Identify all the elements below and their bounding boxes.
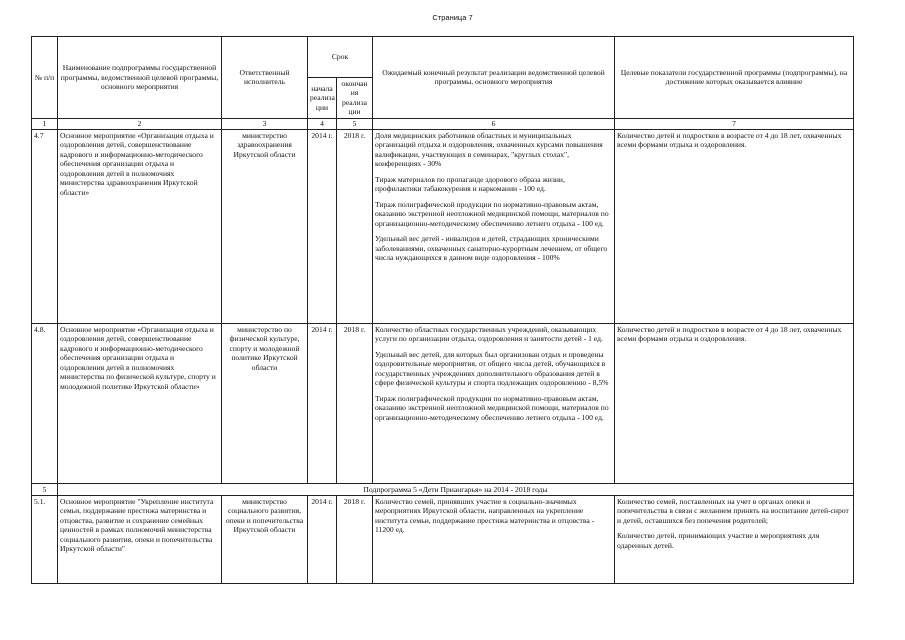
row-results bbox=[373, 129, 615, 323]
row-start: 2014 г. bbox=[308, 129, 337, 323]
row-indicators bbox=[615, 495, 854, 583]
header-num: № п/п bbox=[32, 37, 58, 119]
row-executor: министерство социального развития, опеки и попечительства Иркутской области bbox=[222, 495, 308, 583]
row-end: 2018 г. bbox=[337, 495, 373, 583]
row-results bbox=[373, 495, 615, 583]
table-row bbox=[32, 129, 854, 323]
program-table bbox=[31, 36, 854, 584]
row-indicators bbox=[615, 129, 854, 323]
row-end: 2018 г. bbox=[337, 323, 373, 483]
row-num: 4.7 bbox=[32, 129, 58, 323]
table-row bbox=[32, 323, 854, 483]
row-num: 5.1. bbox=[32, 495, 58, 583]
header-result: Ожидаемый конечный результат реализации ведомственной целевой программы, основного мероприятия bbox=[373, 37, 615, 119]
row-name: Основное мероприятие «Организация отдыха и оздоровления детей, совершенствование кадрового и информационно-методического обеспечения организации отдыха и оздоровления детей в полномочиях министерства по физической культуре, спорту и молодежной политике Иркутской области» bbox=[58, 323, 222, 483]
column-number-row bbox=[32, 118, 854, 129]
header-name: Наименование подпрограммы государственной программы, ведомственной целевой программы, основного мероприятия bbox=[58, 37, 222, 119]
col-number: 7 bbox=[615, 118, 854, 129]
subprogram-num: 5 bbox=[32, 483, 58, 495]
row-start: 2014 г. bbox=[308, 495, 337, 583]
header-indicators: Целевые показатели государственной программы (подпрограммы), на достижение которых оказывается влияние bbox=[615, 37, 854, 119]
row-results bbox=[373, 323, 615, 483]
indicator-item: Количество детей, принимающих участие в мероприятиях для одаренных детей. bbox=[617, 531, 820, 550]
indicator-item: Количество детей и подростков в возрасте от 4 до 18 лет, охваченных всеми формами отдыха и оздоровления. bbox=[617, 324, 842, 344]
header-term: Срок bbox=[308, 37, 373, 78]
result-item: Удельный вес детей, для которых был организован отдых и проведены оздоровительные мероприятия, от общего числа детей, обучающихся в государственных учреждениях дополнительного образования детей в сфере физической культуры и спорта подлежащих оздоровлению - 8,5% bbox=[375, 349, 609, 388]
indicator-item: Количество детей и подростков в возрасте от 4 до 18 лет, охваченных всеми формами отдыха и оздоровления. bbox=[617, 130, 842, 150]
header-row-1 bbox=[32, 37, 854, 78]
row-num: 4.8. bbox=[32, 323, 58, 483]
col-number: 1 bbox=[32, 118, 58, 129]
header-start: начала реализа ции bbox=[308, 78, 337, 119]
result-item: Тираж материалов по пропаганде здорового образа жизни, профилактики табакокурения и наркомании - 100 ед. bbox=[375, 174, 565, 194]
row-name: Основное мероприятие "Укрепление института семьи, поддержание престижа материнства и отцовства, развитие и сохранение семейных ценностей в рамках полномочий министерства социального развития, опеки и попечительства Иркутской области" bbox=[58, 495, 222, 583]
row-name: Основное мероприятие «Организация отдыха и оздоровления детей, совершенствование кадрового и информационно-методического обеспечения организации отдыха и оздоровления детей в полномочиях министерства здравоохранения Иркутской области» bbox=[58, 129, 222, 323]
header-end: окончан ия реализа ции bbox=[337, 78, 373, 119]
row-start: 2014 г. bbox=[308, 323, 337, 483]
row-executor: министерство по физической культуре, спорту и молодежной политике Иркутской области bbox=[222, 323, 308, 483]
row-indicators bbox=[615, 323, 854, 483]
col-number: 5 bbox=[337, 118, 373, 129]
indicator-item: Количество семей, поставленных на учет в органах опеки и попечительства в связи с желанием принять на воспитание детей-сирот и детей, оставшихся без попечения родителей; bbox=[617, 496, 849, 525]
col-number: 3 bbox=[222, 118, 308, 129]
result-item: Тираж полиграфической продукции по нормативно-правовым актам, оказанию экстренной неотложной медицинской помощи, материалов по организационно-методическому обеспечению летнего отдыха - 100 ед. bbox=[375, 393, 609, 422]
result-item: Количество областных государственных учреждений, оказывающих услуги по организации отдыха, оздоровления и занятости детей - 1 ед. bbox=[375, 324, 603, 344]
col-number: 6 bbox=[373, 118, 615, 129]
header-executor: Ответственный исполнитель bbox=[222, 37, 308, 119]
subprogram-title: Подпрограмма 5 «Дети Приангарья» на 2014 - 2018 годы bbox=[58, 483, 854, 495]
result-item: Количество семей, принявших участие в социально-значимых мероприятиях Иркутской области, направленных на укрепление института семьи, поддержание престижа материнства и отцовства - 11200 ед. bbox=[375, 496, 595, 535]
result-item: Доля медицинских работников областных и муниципальных организаций отдыха и оздоровления, охваченных курсами повышения валификации, участвующих в семинарах, "круглых столах", конференциях - 30% bbox=[375, 130, 603, 169]
page-header: Страница 7 bbox=[432, 13, 473, 22]
row-end: 2018 г. bbox=[337, 129, 373, 323]
col-number: 4 bbox=[308, 118, 337, 129]
subprogram-row bbox=[32, 483, 854, 495]
col-number: 2 bbox=[58, 118, 222, 129]
row-executor: министерство здравоохранения Иркутской области bbox=[222, 129, 308, 323]
result-item: Тираж полиграфической продукции по нормативно-правовым актам, оказанию экстренной неотложной медицинской помощи, материалов по организационно-методическому обеспечению летнего отдыха - 100 ед. bbox=[375, 199, 609, 228]
table-row bbox=[32, 495, 854, 583]
result-item: Удельный вес детей - инвалидов и детей, страдающих хроническими заболеваниями, охваченных санаторно-курортным лечением, от общего числа нуждающихся в данном виде оздоровления - 100% bbox=[375, 234, 608, 263]
